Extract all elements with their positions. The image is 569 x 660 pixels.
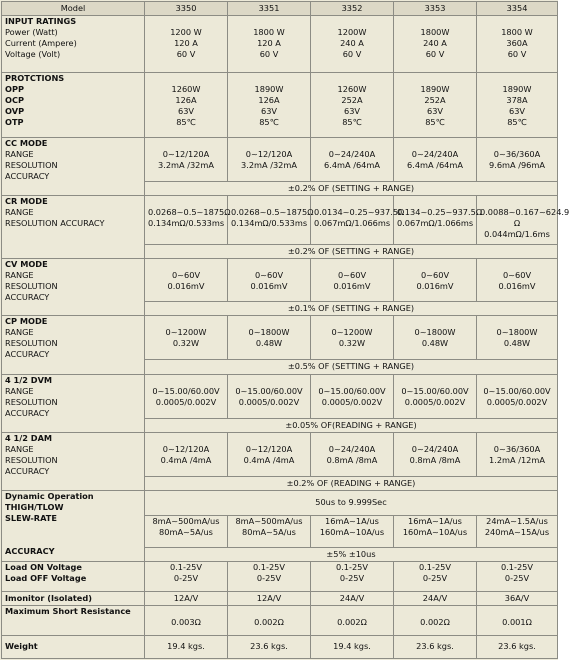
cp-accuracy: ±0.5% OF (SETTING + RANGE) xyxy=(145,360,558,374)
cr-accuracy: ±0.2% OF (SETTING + RANGE) xyxy=(145,245,558,259)
header-model: Model xyxy=(2,2,145,16)
cr-3352: 0.0134~0.25~937.5Ω 0.067mΩ/1.066ms xyxy=(311,196,394,245)
cc-3352: 0~24/240A 6.4mA /64mA xyxy=(311,138,394,182)
cr-3354: 0.0088~0.167~624.9 Ω 0.044mΩ/1.6ms xyxy=(477,196,558,245)
protections-label: PROTCTIONS OPP OCP OVP OTP xyxy=(2,73,145,138)
load-3351: 0.1-25V 0-25V xyxy=(228,561,311,591)
header-row xyxy=(2,2,558,16)
load-voltage-label: Load ON Voltage Load OFF Voltage xyxy=(2,561,145,591)
cc-3354: 0~36/360A 9.6mA /96mA xyxy=(477,138,558,182)
cv-mode-label: CV MODE RANGE RESOLUTION ACCURACY xyxy=(2,259,145,316)
short-resistance-row xyxy=(2,605,558,635)
dam-3350: 0~12/120A 0.4mA /4mA xyxy=(145,432,228,476)
cp-mode-label: CP MODE RANGE RESOLUTION ACCURACY xyxy=(2,316,145,374)
load-3350: 0.1-25V 0-25V xyxy=(145,561,228,591)
cc-mode-row xyxy=(2,138,558,182)
imon-3350: 12A/V xyxy=(145,591,228,605)
imonitor-row xyxy=(2,591,558,605)
short-3350: 0.003Ω xyxy=(145,605,228,635)
cv-3353: 0~60V 0.016mV xyxy=(394,259,477,302)
cv-mode-row xyxy=(2,259,558,302)
dam-row xyxy=(2,432,558,476)
dvm-label: 4 1/2 DVM RANGE RESOLUTION ACCURACY xyxy=(2,374,145,432)
input-3353: 1800W 240 A 60 V xyxy=(394,16,477,73)
weight-3354: 23.6 kgs. xyxy=(477,635,558,658)
dam-accuracy: ±0.2% OF (READING + RANGE) xyxy=(145,476,558,490)
prot-3350: 1260W 126A 63V 85℃ xyxy=(145,73,228,138)
cc-3353: 0~24/240A 6.4mA /64mA xyxy=(394,138,477,182)
input-3354: 1800 W 360A 60 V xyxy=(477,16,558,73)
dynamic-thigh-row xyxy=(2,490,558,515)
imon-3354: 36A/V xyxy=(477,591,558,605)
cr-3351: 0.0268~0.5~1875Ω 0.134mΩ/0.533ms xyxy=(228,196,311,245)
weight-3350: 19.4 kgs. xyxy=(145,635,228,658)
dam-label: 4 1/2 DAM RANGE RESOLUTION ACCURACY xyxy=(2,432,145,490)
weight-3352: 19.4 kgs. xyxy=(311,635,394,658)
slew-3354: 24mA~1.5A/us 240mA~15A/us xyxy=(477,515,558,547)
weight-label: Weight xyxy=(2,635,145,658)
short-3352: 0.002Ω xyxy=(311,605,394,635)
cv-3352: 0~60V 0.016mV xyxy=(311,259,394,302)
imonitor-label: Imonitor (Isolated) xyxy=(2,591,145,605)
spec-table xyxy=(1,1,569,659)
dynamic-label: Dynamic Operation THIGH/TLOW SLEW-RATE ACCURACY xyxy=(2,490,145,561)
load-voltage-row xyxy=(2,561,558,591)
cv-3350: 0~60V 0.016mV xyxy=(145,259,228,302)
cv-3351: 0~60V 0.016mV xyxy=(228,259,311,302)
dvm-3354: 0~15.00/60.00V 0.0005/0.002V xyxy=(477,374,558,418)
cp-mode-row xyxy=(2,316,558,360)
cp-3350: 0~1200W 0.32W xyxy=(145,316,228,360)
header-3350: 3350 xyxy=(145,2,228,16)
prot-3353: 1890W 252A 63V 85℃ xyxy=(394,73,477,138)
slew-3352: 16mA~1A/us 160mA~10A/us xyxy=(311,515,394,547)
cr-3350: 0.0268~0.5~1875Ω 0.134mΩ/0.533ms xyxy=(145,196,228,245)
short-3354: 0.001Ω xyxy=(477,605,558,635)
slew-3353: 16mA~1A/us 160mA~10A/us xyxy=(394,515,477,547)
load-3352: 0.1-25V 0-25V xyxy=(311,561,394,591)
cp-3352: 0~1200W 0.32W xyxy=(311,316,394,360)
load-3353: 0.1-25V 0-25V xyxy=(394,561,477,591)
input-3350: 1200 W 120 A 60 V xyxy=(145,16,228,73)
cv-3354: 0~60V 0.016mV xyxy=(477,259,558,302)
dvm-3353: 0~15.00/60.00V 0.0005/0.002V xyxy=(394,374,477,418)
prot-3351: 1890W 126A 63V 85℃ xyxy=(228,73,311,138)
dvm-3351: 0~15.00/60.00V 0.0005/0.002V xyxy=(228,374,311,418)
weight-3351: 23.6 kgs. xyxy=(228,635,311,658)
header-3353: 3353 xyxy=(394,2,477,16)
header-3351: 3351 xyxy=(228,2,311,16)
cc-mode-label: CC MODE RANGE RESOLUTION ACCURACY xyxy=(2,138,145,196)
cp-3351: 0~1800W 0.48W xyxy=(228,316,311,360)
cr-mode-row xyxy=(2,196,558,245)
header-3352: 3352 xyxy=(311,2,394,16)
prot-3352: 1260W 252A 63V 85℃ xyxy=(311,73,394,138)
dam-3352: 0~24/240A 0.8mA /8mA xyxy=(311,432,394,476)
cc-accuracy: ±0.2% OF (SETTING + RANGE) xyxy=(145,182,558,196)
cr-3353: 0.134~0.25~937.5Ω 0.067mΩ/1.066ms xyxy=(394,196,477,245)
cp-3354: 0~1800W 0.48W xyxy=(477,316,558,360)
prot-3354: 1890W 378A 63V 85℃ xyxy=(477,73,558,138)
protections-row xyxy=(2,73,558,138)
dvm-3350: 0~15.00/60.00V 0.0005/0.002V xyxy=(145,374,228,418)
dam-3354: 0~36/360A 1.2mA /12mA xyxy=(477,432,558,476)
weight-row xyxy=(2,635,558,658)
dynamic-thigh: 50us to 9.999Sec xyxy=(145,490,558,515)
short-resistance-label: Maximum Short Resistance xyxy=(2,605,145,635)
load-3354: 0.1-25V 0-25V xyxy=(477,561,558,591)
short-3351: 0.002Ω xyxy=(228,605,311,635)
dam-3353: 0~24/240A 0.8mA /8mA xyxy=(394,432,477,476)
imon-3351: 12A/V xyxy=(228,591,311,605)
slew-3350: 8mA~500mA/us 80mA~5A/us xyxy=(145,515,228,547)
dvm-accuracy: ±0.05% OF(READING + RANGE) xyxy=(145,418,558,432)
dynamic-accuracy: ±5% ±10us xyxy=(145,547,558,561)
dvm-row xyxy=(2,374,558,418)
input-ratings-row xyxy=(2,16,558,73)
weight-3353: 23.6 kgs. xyxy=(394,635,477,658)
short-3353: 0.002Ω xyxy=(394,605,477,635)
input-3351: 1800 W 120 A 60 V xyxy=(228,16,311,73)
input-ratings-label: INPUT RATINGS Power (Watt) Current (Ampere) Voltage (Volt) xyxy=(2,16,145,73)
input-3352: 1200W 240 A 60 V xyxy=(311,16,394,73)
imon-3352: 24A/V xyxy=(311,591,394,605)
cc-3351: 0~12/120A 3.2mA /32mA xyxy=(228,138,311,182)
dam-3351: 0~12/120A 0.4mA /4mA xyxy=(228,432,311,476)
cc-3350: 0~12/120A 3.2mA /32mA xyxy=(145,138,228,182)
cp-3353: 0~1800W 0.48W xyxy=(394,316,477,360)
imon-3353: 24A/V xyxy=(394,591,477,605)
cr-mode-label: CR MODE RANGE RESOLUTION ACCURACY xyxy=(2,196,145,259)
header-3354: 3354 xyxy=(477,2,558,16)
cv-accuracy: ±0.1% OF (SETTING + RANGE) xyxy=(145,302,558,316)
slew-3351: 8mA~500mA/us 80mA~5A/us xyxy=(228,515,311,547)
dvm-3352: 0~15.00/60.00V 0.0005/0.002V xyxy=(311,374,394,418)
